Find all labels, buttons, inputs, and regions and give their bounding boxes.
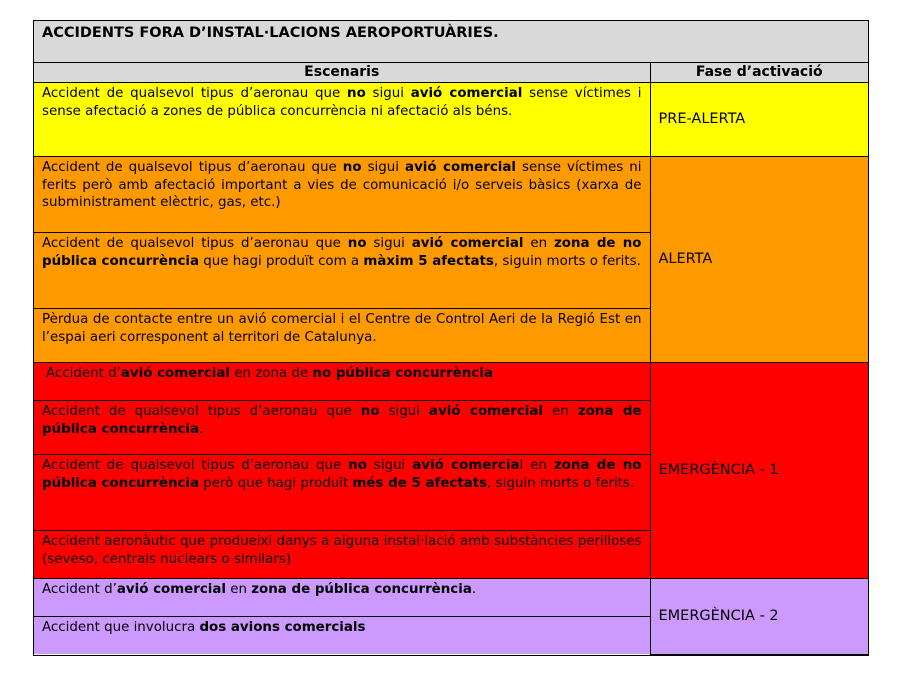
emphasis-text: dos avions comercials bbox=[199, 620, 366, 635]
scenario-text bbox=[34, 233, 650, 309]
text-segment: . bbox=[471, 582, 477, 597]
text-segment: sigui bbox=[379, 404, 430, 419]
scenarios-body bbox=[34, 83, 868, 655]
text-segment: en bbox=[523, 236, 554, 251]
emphasis-text: no bbox=[347, 86, 366, 101]
header-phase: Fase d’activació bbox=[650, 63, 868, 83]
table-title: ACCIDENTS FORA D’INSTAL·LACIONS AEROPORTUÀRIES. bbox=[34, 21, 868, 63]
emphasis-text: no pública concurrència bbox=[312, 366, 493, 381]
scenario-text bbox=[34, 363, 650, 401]
scenario-text bbox=[34, 309, 650, 363]
text-segment: . bbox=[199, 421, 204, 437]
emphasis-text: no bbox=[347, 236, 367, 251]
scenario-row bbox=[34, 579, 868, 617]
scenario-text bbox=[34, 617, 650, 655]
emphasis-text: avió comercia bbox=[412, 458, 520, 473]
emphasis-text: no bbox=[342, 160, 362, 175]
emphasis-text: avió comercial bbox=[116, 582, 227, 597]
text-segment: sigui bbox=[361, 160, 406, 175]
emphasis-text: no bbox=[360, 404, 380, 419]
scenario-text bbox=[34, 579, 650, 617]
text-segment: que hagi produït com a bbox=[199, 253, 364, 269]
scenario-text bbox=[34, 531, 650, 579]
emphasis-text: màxim 5 afectats bbox=[363, 253, 494, 269]
activation-table-frame bbox=[33, 20, 869, 656]
scenario-text bbox=[34, 83, 650, 157]
text-segment: Pèrdua de contacte entre un avió comercial i el Centre de Control Aeri de la Regió Est en l’espai aeri corresponent al territori de Catalunya. bbox=[42, 312, 642, 345]
emphasis-text: avió comercial bbox=[120, 366, 231, 381]
emphasis-text: zona de pública concurrència bbox=[42, 404, 642, 437]
activation-phase: ALERTA bbox=[650, 157, 868, 363]
emphasis-text: més de 5 afectats bbox=[352, 475, 488, 491]
scenario-row bbox=[34, 157, 868, 233]
text-segment: però que hagi produït bbox=[199, 475, 353, 491]
scenario-row bbox=[34, 363, 868, 401]
activation-phase: EMERGÈNCIA - 2 bbox=[650, 579, 868, 655]
scenario-text bbox=[34, 157, 650, 233]
scenario-text bbox=[34, 455, 650, 531]
text-segment: sigui bbox=[365, 86, 411, 101]
emphasis-text: zona de no pública concurrència bbox=[42, 236, 642, 269]
text-segment: , siguin morts o ferits. bbox=[493, 253, 641, 269]
text-segment: sigui bbox=[366, 236, 412, 251]
text-segment: en bbox=[542, 404, 578, 419]
text-segment: Accident de qualsevol tipus d’aeronau que bbox=[42, 404, 361, 419]
emphasis-text: avió comercial bbox=[411, 236, 524, 251]
text-segment: Accident de qualsevol tipus d’aeronau que bbox=[42, 458, 349, 473]
activation-phase: EMERGÈNCIA - 1 bbox=[650, 363, 868, 579]
text-segment: Accident de qualsevol tipus d’aeronau que bbox=[42, 160, 343, 175]
text-segment: Accident d’ bbox=[46, 366, 121, 381]
scenario-row bbox=[34, 83, 868, 157]
text-segment: , siguin morts o ferits. bbox=[487, 475, 635, 491]
text-segment: Accident que involucra bbox=[42, 620, 200, 635]
text-segment: sigui bbox=[366, 458, 413, 473]
emphasis-text: zona de pública concurrència bbox=[251, 582, 472, 597]
text-segment: Accident de qualsevol tipus d’aeronau que bbox=[42, 86, 348, 101]
emphasis-text: zona de no pública concurrència bbox=[42, 458, 642, 491]
emphasis-text: avió comercial bbox=[410, 86, 523, 101]
activation-phase: PRE-ALERTA bbox=[650, 83, 868, 157]
text-segment: Accident de qualsevol tipus d’aeronau que bbox=[42, 236, 348, 251]
text-segment: sense víctimes ni ferits però amb afectació important a vies de comunicació i/o serveis bàsics (xarxa de subministrament elèctric, gas, etc.) bbox=[42, 160, 642, 210]
scenario-text bbox=[34, 401, 650, 455]
text-segment: en zona de bbox=[230, 366, 313, 381]
header-row bbox=[34, 63, 868, 83]
header-scenarios: Escenaris bbox=[34, 63, 650, 83]
text-segment: Accident aeronàutic que produeixi danys a alguna instal·lació amb substàncies perilloses (seveso, centrals nuclears o similars) bbox=[42, 534, 642, 567]
emphasis-text: avió comercial bbox=[405, 160, 516, 175]
text-segment: Accident d’ bbox=[42, 582, 117, 597]
text-segment: sense víctimes i sense afectació a zones de pública concurrència ni afectació als béns. bbox=[42, 86, 642, 119]
scenarios-table bbox=[34, 63, 868, 655]
emphasis-text: avió comercial bbox=[429, 404, 543, 419]
text-segment: l en bbox=[519, 458, 554, 473]
text-segment: en bbox=[226, 582, 252, 597]
emphasis-text: no bbox=[348, 458, 367, 473]
